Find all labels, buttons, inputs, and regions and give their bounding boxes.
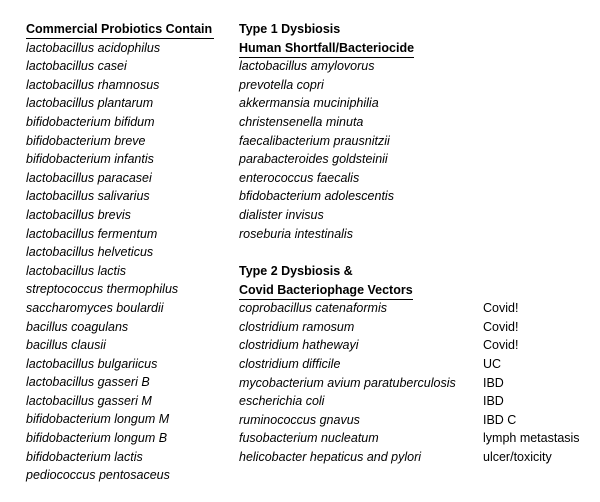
type1-item: faecalibacterium prausnitzii bbox=[239, 133, 390, 148]
type2-note: IBD C bbox=[483, 412, 517, 427]
type2-note: Covid! bbox=[483, 301, 519, 316]
type2-subheading: Covid Bacteriophage Vectors bbox=[239, 283, 413, 300]
probiotic-item: pediococcus pentosaceus bbox=[26, 468, 170, 483]
type2-note: IBD bbox=[483, 394, 504, 409]
probiotic-item: lactobacillus plantarum bbox=[26, 96, 154, 111]
probiotic-item: lactobacillus casei bbox=[26, 59, 127, 74]
type2-item: helicobacter hepaticus and pylori bbox=[239, 449, 422, 464]
probiotic-item: lactobacillus gasseri M bbox=[26, 393, 152, 408]
type2-item: clostridium ramosum bbox=[239, 319, 355, 334]
type2-item: escherichia coli bbox=[239, 394, 325, 409]
probiotic-item: lactobacillus helveticus bbox=[26, 245, 154, 260]
type2-notes-column bbox=[483, 299, 598, 466]
type1-item: akkermansia muciniphilia bbox=[239, 96, 379, 111]
probiotic-item: bifidobacterium bifidum bbox=[26, 114, 155, 129]
probiotic-item: lactobacillus paracasei bbox=[26, 170, 152, 185]
type1-heading: Type 1 Dysbiosis bbox=[239, 22, 341, 36]
type2-note: lymph metastasis bbox=[483, 431, 580, 446]
type2-subheading-row bbox=[239, 281, 479, 300]
type2-note: ulcer/toxicity bbox=[483, 449, 552, 464]
type1-subheading: Human Shortfall/Bacteriocide bbox=[239, 41, 414, 58]
probiotic-item: lactobacillus bulgariicus bbox=[26, 356, 158, 371]
probiotic-item: bacillus coagulans bbox=[26, 319, 129, 334]
type2-note: UC bbox=[483, 356, 502, 371]
commercial-probiotics-heading: Commercial Probiotics Contain bbox=[26, 22, 214, 39]
probiotic-item: bifidobacterium longum B bbox=[26, 431, 168, 446]
commercial-probiotics-column bbox=[26, 20, 231, 485]
type2-note: IBD bbox=[483, 375, 504, 390]
type1-item: christensenella minuta bbox=[239, 114, 364, 129]
type2-item: coprobacillus catenaformis bbox=[239, 301, 387, 316]
probiotic-item: bifidobacterium breve bbox=[26, 133, 146, 148]
type2-dysbiosis-column bbox=[239, 262, 479, 467]
probiotic-item: lactobacillus rhamnosus bbox=[26, 77, 160, 92]
commercial-probiotics-heading-row bbox=[26, 20, 231, 39]
probiotic-item: lactobacillus fermentum bbox=[26, 226, 158, 241]
probiotic-item: bacillus clausii bbox=[26, 338, 106, 353]
type1-item: prevotella copri bbox=[239, 77, 324, 92]
type1-item: lactobacillus amylovorus bbox=[239, 59, 375, 74]
type2-item: clostridium difficile bbox=[239, 356, 341, 371]
type2-note: Covid! bbox=[483, 319, 519, 334]
probiotic-item: lactobacillus acidophilus bbox=[26, 40, 161, 55]
type1-subheading-row bbox=[239, 39, 479, 58]
probiotic-item: streptococcus thermophilus bbox=[26, 282, 179, 297]
type1-item: enterococcus faecalis bbox=[239, 170, 360, 185]
probiotic-item: lactobacillus salivarius bbox=[26, 189, 150, 204]
probiotic-item: lactobacillus lactis bbox=[26, 263, 127, 278]
probiotic-item: bifidobacterium longum M bbox=[26, 412, 170, 427]
type2-heading: Type 2 Dysbiosis & bbox=[239, 264, 353, 278]
type1-dysbiosis-column bbox=[239, 20, 479, 243]
probiotic-item: saccharomyces boulardii bbox=[26, 300, 164, 315]
type1-item: bfidobacterium adolescentis bbox=[239, 189, 394, 204]
type2-item: fusobacterium nucleatum bbox=[239, 431, 379, 446]
type2-item: ruminococcus gnavus bbox=[239, 412, 360, 427]
type1-item: parabacteroides goldsteinii bbox=[239, 152, 388, 167]
type2-note: Covid! bbox=[483, 338, 519, 353]
probiotic-item: bifidobacterium infantis bbox=[26, 152, 154, 167]
type2-item: mycobacterium avium paratuberculosis bbox=[239, 375, 456, 390]
type1-item: roseburia intestinalis bbox=[239, 226, 353, 241]
type2-item: clostridium hathewayi bbox=[239, 338, 359, 353]
probiotic-item: bifidobacterium lactis bbox=[26, 449, 143, 464]
probiotic-item: lactobacillus brevis bbox=[26, 207, 131, 222]
type1-item: dialister invisus bbox=[239, 207, 324, 222]
probiotic-item: lactobacillus gasseri B bbox=[26, 375, 150, 390]
